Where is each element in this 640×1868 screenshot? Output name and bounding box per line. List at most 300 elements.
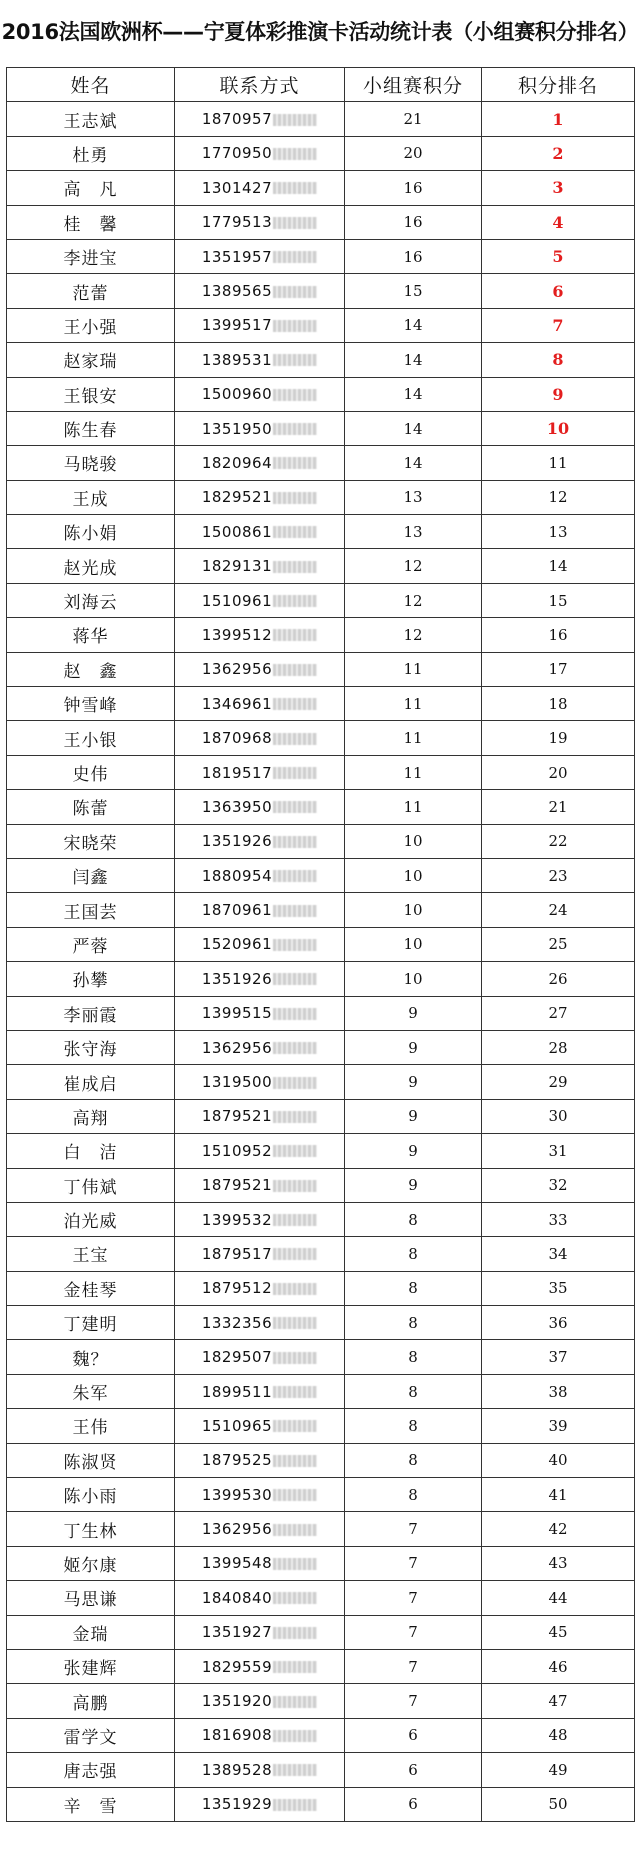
rank-cell: 40 (482, 1443, 635, 1477)
name-cell: 魏？ (7, 1340, 175, 1374)
score-cell: 11 (345, 687, 482, 721)
phone-cell (175, 343, 345, 377)
rank-cell: 25 (482, 927, 635, 961)
table-row (7, 583, 635, 617)
rank-cell: 7 (482, 308, 635, 342)
rank-cell: 47 (482, 1684, 635, 1718)
score-cell: 10 (345, 858, 482, 892)
phone-cell (175, 411, 345, 445)
name-cell: 范蕾 (7, 274, 175, 308)
phone-mask-blur (273, 1489, 317, 1501)
name-cell: 王伟 (7, 1409, 175, 1443)
rank-cell: 14 (482, 549, 635, 583)
score-cell: 12 (345, 618, 482, 652)
name-cell: 王宝 (7, 1237, 175, 1271)
phone-cell (175, 1374, 345, 1408)
score-cell: 14 (345, 343, 482, 377)
phone-cell (175, 1478, 345, 1512)
name-cell: 丁伟斌 (7, 1168, 175, 1202)
phone-cell (175, 1546, 345, 1580)
phone-mask-blur (273, 1696, 317, 1708)
name-cell: 高 凡 (7, 171, 175, 205)
phone-number: 1399532 (201, 1210, 273, 1229)
rank-cell: 37 (482, 1340, 635, 1374)
phone-cell (175, 996, 345, 1030)
rank-cell: 24 (482, 893, 635, 927)
table-row (7, 239, 635, 273)
table-row (7, 927, 635, 961)
rank-cell: 13 (482, 515, 635, 549)
phone-cell (175, 583, 345, 617)
phone-cell (175, 1649, 345, 1683)
rank-cell: 4 (482, 205, 635, 239)
phone-number: 1510961 (201, 591, 273, 610)
phone-number: 1779513 (201, 213, 273, 232)
name-cell: 史伟 (7, 755, 175, 789)
phone-cell (175, 962, 345, 996)
phone-number: 1351957 (201, 247, 273, 266)
rank-cell: 19 (482, 721, 635, 755)
rank-cell: 26 (482, 962, 635, 996)
phone-mask-blur (273, 1455, 317, 1467)
name-cell: 陈生春 (7, 411, 175, 445)
score-cell: 12 (345, 549, 482, 583)
phone-cell (175, 824, 345, 858)
rank-cell: 30 (482, 1099, 635, 1133)
phone-cell (175, 1718, 345, 1752)
name-cell: 马晓骏 (7, 446, 175, 480)
phone-number: 1389531 (201, 350, 273, 369)
phone-number: 1389528 (201, 1760, 273, 1779)
rank-cell: 38 (482, 1374, 635, 1408)
phone-mask-blur (273, 354, 317, 366)
rank-cell: 45 (482, 1615, 635, 1649)
phone-number: 1319500 (201, 1073, 273, 1092)
table-row (7, 480, 635, 514)
score-cell: 10 (345, 927, 482, 961)
name-cell: 张建辉 (7, 1649, 175, 1683)
phone-number: 1840840 (201, 1588, 273, 1607)
phone-mask-blur (273, 389, 317, 401)
rank-cell: 17 (482, 652, 635, 686)
table-row (7, 1478, 635, 1512)
table-row (7, 893, 635, 927)
name-cell: 王小强 (7, 308, 175, 342)
column-header-name: 姓名 (7, 68, 175, 102)
phone-cell (175, 515, 345, 549)
phone-number: 1819517 (201, 763, 273, 782)
rank-cell: 41 (482, 1478, 635, 1512)
name-cell: 陈小娟 (7, 515, 175, 549)
column-header-contact: 联系方式 (175, 68, 345, 102)
phone-cell (175, 239, 345, 273)
column-header-score: 小组赛积分 (345, 68, 482, 102)
rank-cell: 2 (482, 136, 635, 170)
name-cell: 朱军 (7, 1374, 175, 1408)
phone-mask-blur (273, 595, 317, 607)
rank-cell: 48 (482, 1718, 635, 1752)
name-cell: 张守海 (7, 1030, 175, 1064)
rank-cell: 27 (482, 996, 635, 1030)
name-cell: 崔成启 (7, 1065, 175, 1099)
rank-cell: 29 (482, 1065, 635, 1099)
ranking-table (6, 67, 635, 1822)
phone-mask-blur (273, 286, 317, 298)
table-row (7, 1271, 635, 1305)
phone-number: 1399512 (201, 625, 273, 644)
phone-mask-blur (273, 1352, 317, 1364)
phone-cell (175, 1581, 345, 1615)
name-cell: 赵光成 (7, 549, 175, 583)
table-row (7, 1340, 635, 1374)
rank-cell: 43 (482, 1546, 635, 1580)
phone-cell (175, 1443, 345, 1477)
phone-mask-blur (273, 148, 317, 160)
phone-number: 1829559 (201, 1657, 273, 1676)
phone-mask-blur (273, 664, 317, 676)
phone-mask-blur (273, 492, 317, 504)
name-cell: 金桂琴 (7, 1271, 175, 1305)
rank-cell: 1 (482, 102, 635, 136)
score-cell: 9 (345, 996, 482, 1030)
name-cell: 王成 (7, 480, 175, 514)
rank-cell: 34 (482, 1237, 635, 1271)
score-cell: 11 (345, 652, 482, 686)
score-cell: 8 (345, 1443, 482, 1477)
rank-cell: 42 (482, 1512, 635, 1546)
phone-cell (175, 618, 345, 652)
phone-cell (175, 1202, 345, 1236)
score-cell: 11 (345, 721, 482, 755)
name-cell: 王银安 (7, 377, 175, 411)
name-cell: 高鹏 (7, 1684, 175, 1718)
phone-mask-blur (273, 973, 317, 985)
score-cell: 16 (345, 171, 482, 205)
phone-number: 1399515 (201, 1004, 273, 1023)
phone-number: 1880954 (201, 866, 273, 885)
phone-mask-blur (273, 1799, 317, 1811)
score-cell: 8 (345, 1271, 482, 1305)
name-cell: 陈淑贤 (7, 1443, 175, 1477)
score-cell: 7 (345, 1615, 482, 1649)
phone-cell (175, 1030, 345, 1064)
phone-cell (175, 1684, 345, 1718)
table-row (7, 446, 635, 480)
phone-number: 1870961 (201, 901, 273, 920)
table-row (7, 962, 635, 996)
name-cell: 孙攀 (7, 962, 175, 996)
phone-mask-blur (273, 1077, 317, 1089)
phone-cell (175, 1409, 345, 1443)
table-row (7, 1787, 635, 1821)
table-row (7, 1443, 635, 1477)
name-cell: 王小银 (7, 721, 175, 755)
score-cell: 20 (345, 136, 482, 170)
score-cell: 8 (345, 1409, 482, 1443)
phone-number: 1351926 (201, 832, 273, 851)
phone-mask-blur (273, 1042, 317, 1054)
phone-mask-blur (273, 1386, 317, 1398)
table-row (7, 721, 635, 755)
phone-number: 1362956 (201, 660, 273, 679)
table-row (7, 1718, 635, 1752)
score-cell: 11 (345, 790, 482, 824)
phone-number: 1362956 (201, 1038, 273, 1057)
score-cell: 11 (345, 755, 482, 789)
table-row (7, 549, 635, 583)
name-cell: 唐志强 (7, 1753, 175, 1787)
table-row (7, 136, 635, 170)
phone-cell (175, 308, 345, 342)
name-cell: 桂 馨 (7, 205, 175, 239)
name-cell: 杜勇 (7, 136, 175, 170)
phone-number: 1346961 (201, 694, 273, 713)
phone-cell (175, 274, 345, 308)
phone-cell (175, 1099, 345, 1133)
phone-cell (175, 1615, 345, 1649)
score-cell: 9 (345, 1134, 482, 1168)
table-row (7, 1306, 635, 1340)
rank-cell: 16 (482, 618, 635, 652)
phone-number: 1399548 (201, 1554, 273, 1573)
rank-cell: 44 (482, 1581, 635, 1615)
phone-mask-blur (273, 1283, 317, 1295)
phone-cell (175, 893, 345, 927)
table-row (7, 343, 635, 377)
name-cell: 丁建明 (7, 1306, 175, 1340)
phone-number: 1362956 (201, 1520, 273, 1539)
rank-cell: 31 (482, 1134, 635, 1168)
phone-cell (175, 755, 345, 789)
phone-mask-blur (273, 457, 317, 469)
phone-cell (175, 858, 345, 892)
score-cell: 6 (345, 1787, 482, 1821)
phone-cell (175, 171, 345, 205)
phone-mask-blur (273, 629, 317, 641)
name-cell: 闫鑫 (7, 858, 175, 892)
table-row (7, 1168, 635, 1202)
table-row (7, 377, 635, 411)
table-row (7, 411, 635, 445)
phone-mask-blur (273, 939, 317, 951)
phone-number: 1829507 (201, 1348, 273, 1367)
name-cell: 宋晓荣 (7, 824, 175, 858)
phone-mask-blur (273, 1730, 317, 1742)
table-row (7, 755, 635, 789)
table-row (7, 618, 635, 652)
table-row (7, 171, 635, 205)
phone-number: 1870957 (201, 110, 273, 129)
score-cell: 16 (345, 205, 482, 239)
name-cell: 李丽霞 (7, 996, 175, 1030)
table-row (7, 790, 635, 824)
phone-mask-blur (273, 1558, 317, 1570)
phone-number: 1870968 (201, 729, 273, 748)
name-cell: 刘海云 (7, 583, 175, 617)
rank-cell: 46 (482, 1649, 635, 1683)
rank-cell: 6 (482, 274, 635, 308)
name-cell: 王国芸 (7, 893, 175, 927)
phone-number: 1879521 (201, 1176, 273, 1195)
score-cell: 8 (345, 1478, 482, 1512)
name-cell: 赵 鑫 (7, 652, 175, 686)
phone-mask-blur (273, 698, 317, 710)
table-row (7, 1134, 635, 1168)
score-cell: 9 (345, 1099, 482, 1133)
score-cell: 21 (345, 102, 482, 136)
table-row (7, 1684, 635, 1718)
score-cell: 7 (345, 1684, 482, 1718)
table-row (7, 687, 635, 721)
phone-cell (175, 136, 345, 170)
name-cell: 陈小雨 (7, 1478, 175, 1512)
phone-number: 1879517 (201, 1244, 273, 1263)
phone-mask-blur (273, 320, 317, 332)
phone-mask-blur (273, 1592, 317, 1604)
score-cell: 8 (345, 1237, 482, 1271)
phone-cell (175, 721, 345, 755)
score-cell: 14 (345, 308, 482, 342)
rank-cell: 3 (482, 171, 635, 205)
phone-cell (175, 205, 345, 239)
name-cell: 丁生林 (7, 1512, 175, 1546)
score-cell: 8 (345, 1306, 482, 1340)
rank-cell: 21 (482, 790, 635, 824)
rank-cell: 49 (482, 1753, 635, 1787)
page-title: 2016法国欧洲杯——宁夏体彩推演卡活动统计表（小组赛积分排名） (1, 20, 639, 44)
table-header-row (7, 68, 635, 102)
phone-cell (175, 549, 345, 583)
name-cell: 高翔 (7, 1099, 175, 1133)
phone-mask-blur (273, 1661, 317, 1673)
score-cell: 9 (345, 1065, 482, 1099)
name-cell: 王志斌 (7, 102, 175, 136)
score-cell: 13 (345, 515, 482, 549)
phone-cell (175, 377, 345, 411)
phone-mask-blur (273, 1248, 317, 1260)
score-cell: 6 (345, 1753, 482, 1787)
name-cell: 赵家瑞 (7, 343, 175, 377)
score-cell: 10 (345, 824, 482, 858)
phone-mask-blur (273, 251, 317, 263)
rank-cell: 11 (482, 446, 635, 480)
name-cell: 钟雪峰 (7, 687, 175, 721)
table-row (7, 1374, 635, 1408)
name-cell: 蒋华 (7, 618, 175, 652)
table-row (7, 824, 635, 858)
phone-mask-blur (273, 217, 317, 229)
phone-number: 1899511 (201, 1382, 273, 1401)
phone-number: 1879525 (201, 1451, 273, 1470)
phone-mask-blur (273, 423, 317, 435)
name-cell: 李进宝 (7, 239, 175, 273)
phone-number: 1520961 (201, 935, 273, 954)
table-row (7, 1753, 635, 1787)
score-cell: 7 (345, 1581, 482, 1615)
phone-cell (175, 1340, 345, 1374)
phone-cell (175, 1168, 345, 1202)
table-row (7, 102, 635, 136)
rank-cell: 28 (482, 1030, 635, 1064)
score-cell: 14 (345, 377, 482, 411)
table-row (7, 652, 635, 686)
score-cell: 6 (345, 1718, 482, 1752)
phone-cell (175, 790, 345, 824)
phone-number: 1351927 (201, 1623, 273, 1642)
rank-cell: 33 (482, 1202, 635, 1236)
phone-number: 1332356 (201, 1313, 273, 1332)
phone-mask-blur (273, 1214, 317, 1226)
rank-cell: 8 (482, 343, 635, 377)
phone-mask-blur (273, 1524, 317, 1536)
score-cell: 12 (345, 583, 482, 617)
phone-number: 1399517 (201, 316, 273, 335)
phone-cell (175, 1134, 345, 1168)
table-row (7, 205, 635, 239)
score-cell: 14 (345, 446, 482, 480)
rank-cell: 39 (482, 1409, 635, 1443)
phone-cell (175, 652, 345, 686)
table-row (7, 1237, 635, 1271)
phone-cell (175, 1065, 345, 1099)
rank-cell: 5 (482, 239, 635, 273)
table-row (7, 996, 635, 1030)
phone-number: 1879521 (201, 1107, 273, 1126)
phone-cell (175, 1237, 345, 1271)
phone-cell (175, 1753, 345, 1787)
phone-number: 1363950 (201, 797, 273, 816)
name-cell: 金瑞 (7, 1615, 175, 1649)
phone-mask-blur (273, 1764, 317, 1776)
rank-cell: 23 (482, 858, 635, 892)
phone-mask-blur (273, 1180, 317, 1192)
table-row (7, 1099, 635, 1133)
phone-number: 1351920 (201, 1692, 273, 1711)
phone-mask-blur (273, 870, 317, 882)
rank-cell: 35 (482, 1271, 635, 1305)
score-cell: 8 (345, 1374, 482, 1408)
phone-mask-blur (273, 526, 317, 538)
phone-mask-blur (273, 182, 317, 194)
score-cell: 8 (345, 1202, 482, 1236)
phone-number: 1399530 (201, 1485, 273, 1504)
rank-cell: 12 (482, 480, 635, 514)
name-cell: 泊光威 (7, 1202, 175, 1236)
phone-mask-blur (273, 1317, 317, 1329)
phone-mask-blur (273, 767, 317, 779)
phone-mask-blur (273, 836, 317, 848)
table-row (7, 858, 635, 892)
phone-cell (175, 102, 345, 136)
rank-cell: 22 (482, 824, 635, 858)
phone-mask-blur (273, 801, 317, 813)
table-row (7, 1615, 635, 1649)
phone-number: 1816908 (201, 1726, 273, 1745)
rank-cell: 36 (482, 1306, 635, 1340)
phone-number: 1510965 (201, 1416, 273, 1435)
score-cell: 7 (345, 1512, 482, 1546)
table-row (7, 308, 635, 342)
table-row (7, 1409, 635, 1443)
phone-number: 1500861 (201, 522, 273, 541)
phone-mask-blur (273, 1008, 317, 1020)
phone-number: 1351926 (201, 969, 273, 988)
phone-cell (175, 687, 345, 721)
phone-cell (175, 1271, 345, 1305)
score-cell: 9 (345, 1168, 482, 1202)
phone-cell (175, 1787, 345, 1821)
table-row (7, 1546, 635, 1580)
